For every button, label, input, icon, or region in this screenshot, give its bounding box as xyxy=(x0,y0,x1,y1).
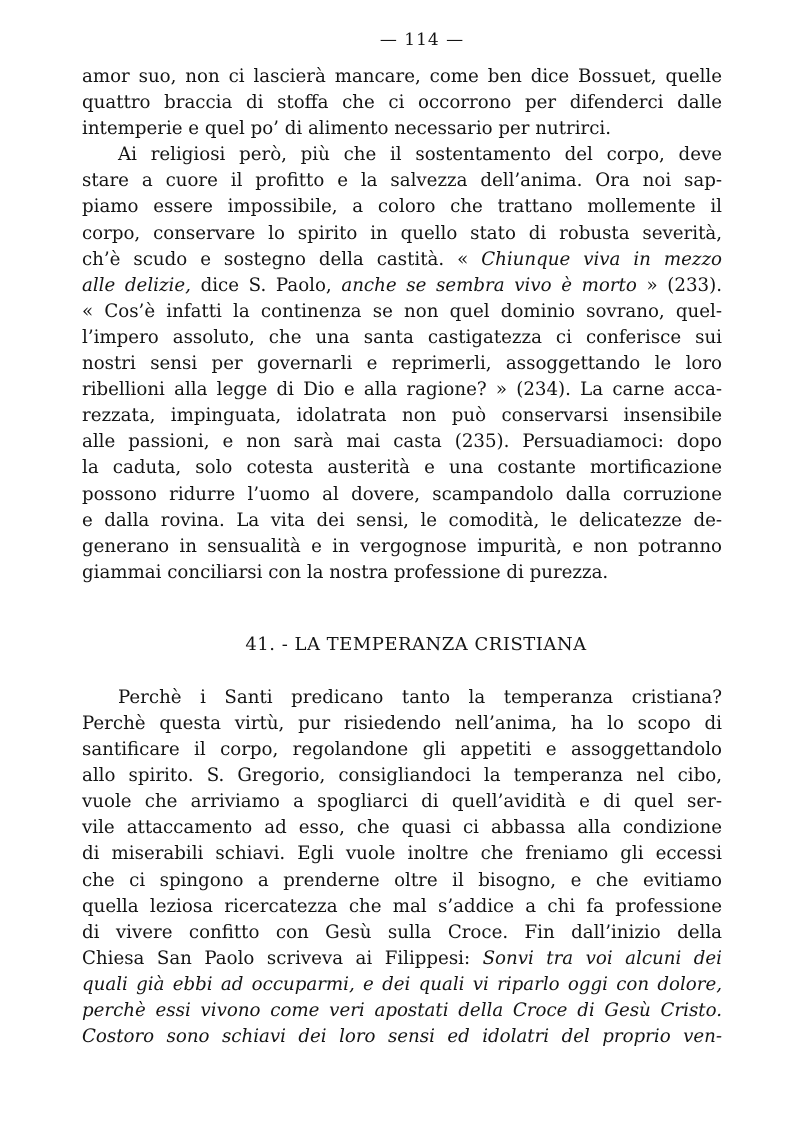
quote-italic: quali già ebbi ad occuparmi, e dei quali vi riparlo oggi con dolore, xyxy=(82,973,722,995)
text-line: « Cos’è infatti la continenza se non quel dominio sovrano, quel- xyxy=(82,300,722,322)
text-line: allo spirito. S. Gregorio, consigliandoci la temperanza nel cibo, xyxy=(82,765,722,787)
text-line xyxy=(82,946,722,972)
paragraph-intro xyxy=(82,64,722,142)
text-line: quattro braccia di stoffa che ci occorrono per difenderci dalle xyxy=(82,92,722,114)
text-line: quella leziosa ricercatezza che mal s’addice a chi fa professione xyxy=(82,895,722,917)
text-run: » (233). xyxy=(636,274,722,296)
quote-italic: anche se sembra vivo è morto xyxy=(341,274,637,296)
text-line: nostri sensi per governarli e reprimerli, assoggettando le loro xyxy=(82,353,722,375)
book-page xyxy=(82,30,722,1050)
text-line: santificare il corpo, regolandone gli appetiti e assoggettandolo xyxy=(82,739,722,761)
text-line: ribellioni alla legge di Dio e alla ragione? » (234). La carne acca- xyxy=(82,379,722,401)
section-title: 41. - LA TEMPERANZA CRISTIANA xyxy=(245,633,587,655)
text-line: e dalla rovina. La vita dei sensi, le comodità, le delicatezze de- xyxy=(82,509,722,531)
quote-italic: Sonvi tra voi alcuni dei xyxy=(482,947,722,969)
text-line xyxy=(82,273,722,299)
quote-italic: perchè essi vivono come veri apostati della Croce di Gesù Cristo. xyxy=(82,1000,722,1021)
page-number: — 114 — xyxy=(379,30,465,50)
text-line: vuole che arriviamo a spogliarci di quell’avidità e di quel ser- xyxy=(82,791,722,813)
text-line xyxy=(82,1024,722,1050)
text-line: vile attaccamento ad esso, che quasi ci abbassa alla condizione xyxy=(82,817,722,839)
text-line: giammai conciliarsi con la nostra professione di purezza. xyxy=(82,561,609,583)
quote-italic: Costoro sono schiavi dei loro sensi ed idolatri del proprio ven- xyxy=(82,1026,722,1048)
text-line: Perchè questa virtù, pur risiedendo nell’anima, ha lo scopo di xyxy=(82,712,722,734)
text-line xyxy=(82,247,722,273)
text-line: la caduta, solo cotesta austerità e una costante mortificazione xyxy=(82,457,722,479)
text-line: stare a cuore il profitto e la salvezza dell’anima. Ora noi sap- xyxy=(82,170,722,192)
text-line: amor suo, non ci lascierà mancare, come ben dice Bossuet, quelle xyxy=(82,66,722,87)
text-run: Chiesa San Paolo scriveva ai Filippesi: xyxy=(82,947,483,969)
text-line: di vivere confitto con Gesù sulla Croce. Fin dall’inizio della xyxy=(82,921,722,943)
text-line: rezzata, impinguata, idolatrata non può conservarsi insensibile xyxy=(82,405,722,427)
text-line: alle passioni, e non sarà mai casta (235). Persuadiamoci: dopo xyxy=(82,431,722,453)
quote-italic: alle delizie, xyxy=(82,274,191,296)
text-line: generano in sensualità e in vergognose impurità, e non potranno xyxy=(82,535,722,557)
text-run: ch’è scudo e sostegno della castità. « xyxy=(82,248,469,270)
text-line: possono ridurre l’uomo al dovere, scampandolo dalla corruzione xyxy=(82,483,722,505)
paragraph-religiosi xyxy=(82,142,722,586)
quote-italic: Chiunque viva in mezzo xyxy=(481,248,722,270)
text-line xyxy=(82,998,722,1024)
text-line: Perchè i Santi predicano tanto la temperanza cristiana? xyxy=(118,686,722,708)
text-line: corpo, conservare lo spirito in quello stato di robusta severità, xyxy=(82,222,722,244)
text-run: dice S. Paolo, xyxy=(190,274,342,296)
text-line xyxy=(82,972,722,998)
text-line: Ai religiosi però, più che il sostentamento del corpo, deve xyxy=(118,144,722,166)
text-line: l’impero assoluto, che una santa castigatezza ci conferisce sui xyxy=(82,326,722,348)
paragraph-temperanza xyxy=(82,685,722,1050)
text-line: di miserabili schiavi. Egli vuole inoltre che freniamo gli eccessi xyxy=(82,843,722,865)
text-line: piamo essere impossibile, a coloro che trattano mollemente il xyxy=(82,196,722,218)
text-line: intemperie e quel po’ di alimento necessario per nutrirci. xyxy=(82,118,611,140)
text-line: che ci spingono a prenderne oltre il bisogno, e che evitiamo xyxy=(82,869,722,891)
